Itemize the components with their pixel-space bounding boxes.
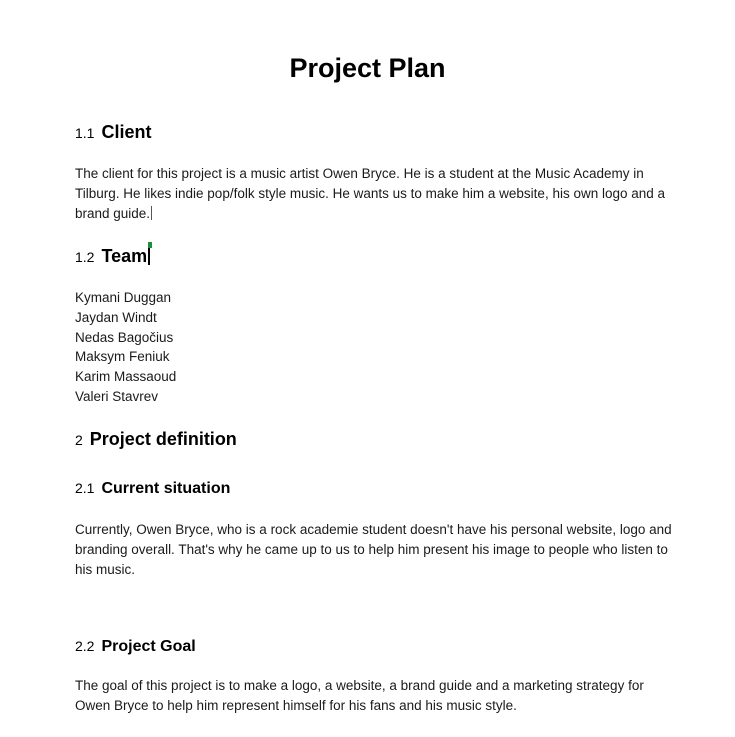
project-goal-paragraph: The goal of this project is to make a logo, a website, a brand guide and a marketing strategy for Owen Bryce to help him represent himself for his fans and his music style. [75,678,644,713]
heading-number: 2.1 [75,480,95,496]
list-item: Maksym Feniuk [75,349,170,365]
list-item: Karim Massaoud [75,369,177,385]
heading-number: 2 [75,432,83,448]
heading-number: 2.2 [75,638,95,654]
heading-text: Project definition [89,429,237,449]
heading-text: Team [101,246,148,266]
client-paragraph [75,164,675,224]
list-item: Nedas Bagočius [75,329,174,345]
heading-text: Current situation [101,480,231,497]
heading-team [75,245,150,268]
heading-client [75,121,151,144]
heading-current-situation [75,478,230,499]
heading-number: 1.1 [75,125,95,141]
text-caret [151,206,152,220]
collaborator-cursor-flag [148,242,152,248]
heading-text: Project Goal [101,638,196,655]
client-paragraph-text: The client for this project is a music artist Owen Bryce. He is a student at the Music Academy in Tilburg. He likes indie pop/folk style music. He wants us to make him a website, his own logo and a brand guide. [75,166,666,221]
list-item: Jaydan Windt [75,309,157,325]
list-item: Kymani Duggan [75,290,172,305]
heading-text: Client [101,122,152,142]
heading-project-goal [75,636,196,657]
heading-project-definition [75,428,237,451]
heading-number: 1.2 [75,249,95,265]
current-situation-paragraph: Currently, Owen Bryce, who is a rock academie student doesn't have his personal website, logo and branding overall. That's why he came up to us to help him present his image to people who listen to his music. [75,522,672,577]
document-title: Project Plan [289,53,446,83]
team-member-list [75,288,176,407]
collaborator-cursor [148,247,150,265]
list-item: Valeri Stavrev [75,388,159,404]
